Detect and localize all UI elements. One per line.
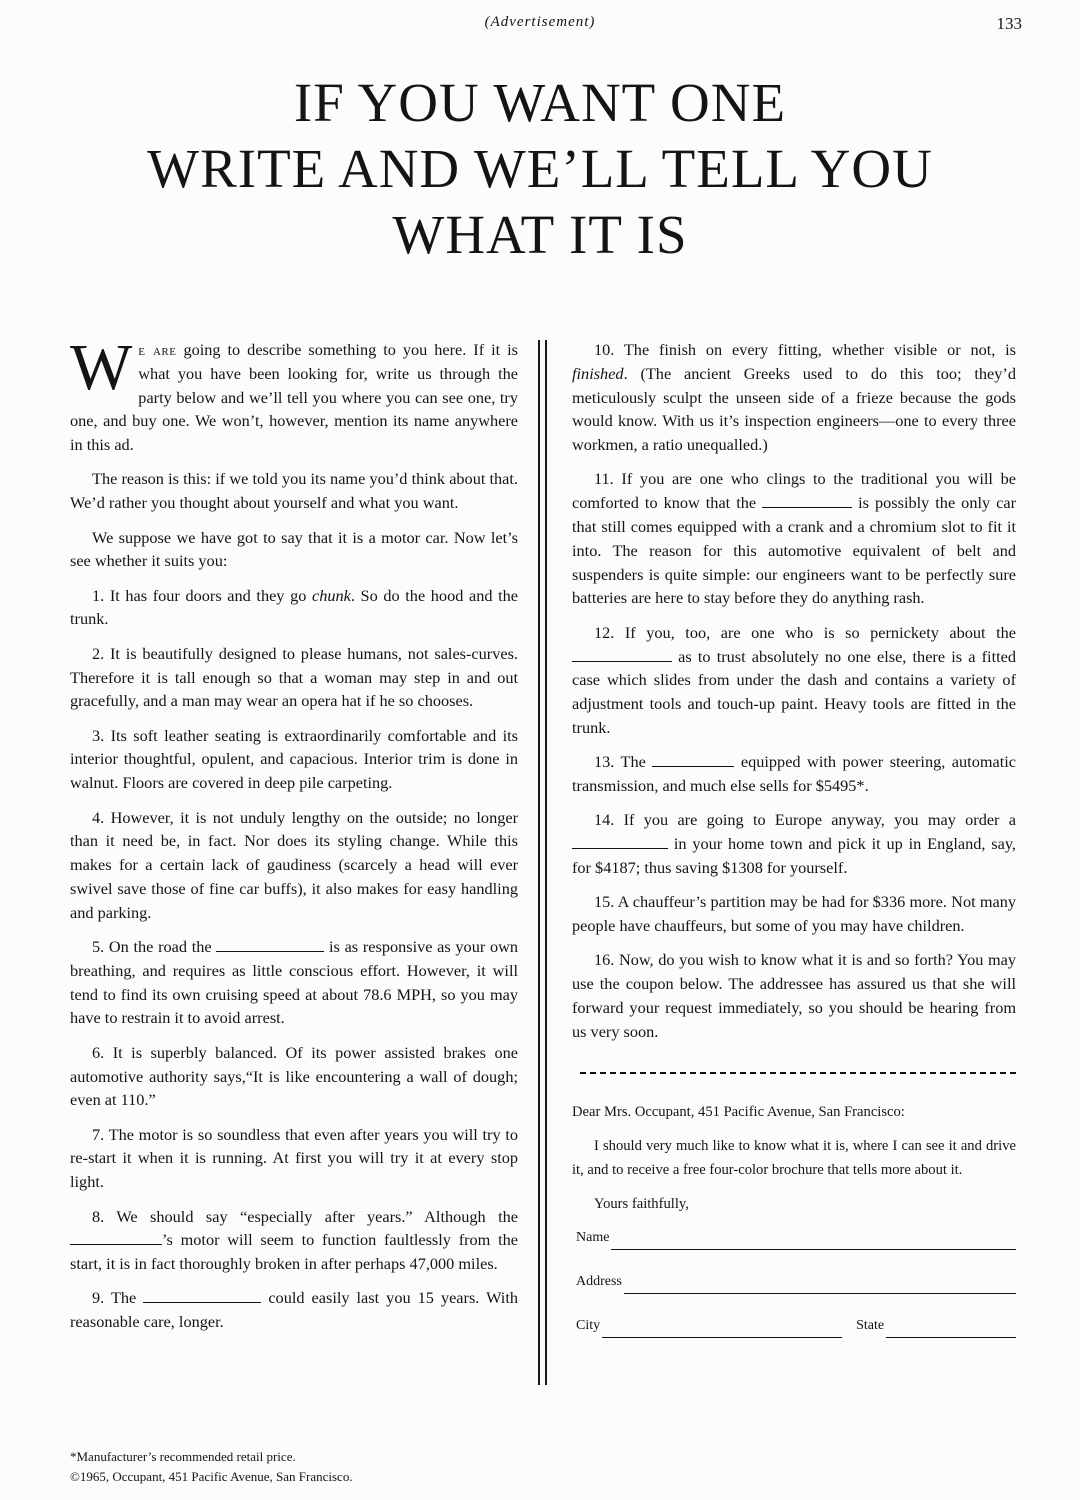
intro-text: going to describe something to you here. If it is what you have been looking for, write us through the party below and we’ll tell you where you can see one, try one, and buy one. We won’t, however, mention its name anywhere in this ad.: [70, 340, 519, 455]
copyright-notice: ©1965, Occupant, 451 Pacific Avenue, San Francisco.: [70, 1469, 353, 1484]
intro-paragraph: [70, 331, 519, 457]
item-11: [572, 467, 1016, 610]
item-8: [70, 1205, 518, 1276]
name-line[interactable]: [611, 1248, 1016, 1250]
advertisement-label: (Advertisement): [484, 14, 596, 30]
item-16: 16. Now, do you wish to know what it is and so forth? You may use the coupon below. The addressee has assured us that she will forward your request immediately, so you should be hearing from us very soon.: [572, 950, 1016, 1041]
coupon-cut-line: [580, 1072, 1016, 1074]
price-footnote: *Manufacturer’s recommended retail price.: [70, 1449, 296, 1464]
address-field[interactable]: [576, 1270, 1016, 1294]
item-13-text-end: equipped with power steering, automatic transmission, and much else sells for $5495*.: [572, 752, 1016, 796]
state-label: State: [856, 1317, 885, 1333]
page-number: 133: [996, 14, 1022, 33]
item-8-text: 8. We should say “especially after years.” Although the: [92, 1206, 518, 1226]
name-blank: [143, 1288, 261, 1304]
coupon-body: I should very much like to know what it is, where I can see it and drive it, and to receive a free four-color brochure that tells more about it.: [572, 1137, 1016, 1178]
name-blank: [70, 1230, 162, 1246]
item-7: 7. The motor is so soundless that even after years you will try to re-start it when it is running. At first you will try it at every stop light.: [70, 1124, 518, 1192]
item-6: 6. It is superbly balanced. Of its power assisted brakes one automotive authority says,“It is like encountering a wall of dough; even at 110.”: [70, 1042, 518, 1110]
item-5: [70, 935, 518, 1030]
item-4: 4. However, it is not unduly lengthy on the outside; no longer than it need be, in fact. Nor does its styling change. While this makes for a certain lack of gaudiness (scarcely a head will ever swivel save those of fine car buffs), it also makes for easy handling and parking.: [70, 807, 518, 922]
left-column: [70, 331, 519, 1344]
item-9-text: 9. The: [92, 1288, 144, 1308]
item-12-text: 12. If you, too, are one who is so pernickety about the: [594, 622, 1016, 642]
item-1-text: 1. It has four doors and they go: [92, 585, 312, 605]
headline-line-1: IF YOU WANT ONE: [293, 72, 787, 133]
item-5-text-end: is as responsive as your own breathing, and requires as little conscious effort. However, it will tend to find its own cruising speed at about 78.6 MPH, so you may have to restrain it to avoid arrest.: [70, 937, 519, 1028]
item-8-text-end: ’s motor will seem to function faultlessly from the start, it is in fact thoroughly broken in after perhaps 47,000 miles.: [70, 1230, 518, 1274]
item-14-text-end: in your home town and pick it up in England, say, for $4187; thus saving $1308 for yourself.: [572, 834, 1016, 877]
item-5-text: 5. On the road the: [92, 937, 217, 957]
item-10-text-end: . (The ancient Greeks used to do this too; they’d meticulously sculpt the unseen side of a frieze because the gods would know. With us it’s inspection engineers—one to every three workmen, a ratio unequalled.): [572, 363, 1016, 455]
address-line[interactable]: [624, 1292, 1016, 1294]
column-divider-left: [538, 340, 540, 1385]
item-14-text: 14. If you are going to Europe anyway, you may order a: [594, 810, 1016, 830]
name-blank: [572, 833, 668, 849]
name-blank: [762, 493, 852, 509]
item-10-emphasis: finished: [572, 363, 624, 383]
item-11-text-end: is possibly the only car that still comes equipped with a crank and a chromium slot to fit it into. The reason for this automotive equivalent of belt and suspenders is quite simple: our engineers want to be perfectly sure batteries are here to stay before they do anything rash.: [572, 493, 1017, 608]
reason-paragraph: The reason is this: if we told you its name you’d think about that. We’d rather you thought about yourself and what you want.: [70, 469, 518, 513]
item-2: 2. It is beautifully designed to please humans, not sales-curves. Therefore it is tall enough so that a woman may step in and out gracefully, and a man may wear an opera hat if he so chooses.: [70, 643, 518, 711]
column-divider-right: [545, 340, 547, 1385]
name-field[interactable]: [576, 1226, 1016, 1250]
item-1: [70, 584, 518, 632]
state-line[interactable]: [886, 1336, 1016, 1338]
coupon: [572, 1100, 1016, 1338]
address-label: Address: [576, 1273, 622, 1289]
item-10: [572, 338, 1016, 457]
item-11-text: 11. If you are one who clings to the traditional you will be comforted to know that the: [572, 469, 1016, 513]
item-12-text-end: as to trust absolutely no one else, there is a fitted case which slides from under the dash and contains a variety of adjustment tools and touch-up paint. Heavy tools are fitted in the trunk.: [572, 646, 1016, 737]
name-blank: [216, 936, 324, 952]
item-15: 15. A chauffeur’s partition may be had for $336 more. Not many people have chauffeurs, but some of you may have children.: [572, 892, 1016, 936]
item-13-text: 13. The: [594, 752, 653, 772]
coupon-salutation: Dear Mrs. Occupant, 451 Pacific Avenue, San Francisco:: [572, 1103, 905, 1120]
item-3: 3. Its soft leather seating is extraordinarily comfortable and its interior thoughtful, opulent, and capacious. Interior trim is done in walnut. Floors are covered in deep pile carpeting.: [70, 725, 518, 793]
city-line[interactable]: [602, 1336, 842, 1338]
footnotes: [70, 1447, 353, 1487]
name-label: Name: [576, 1229, 610, 1245]
item-10-text: 10. The finish on every fitting, whether visible or not, is: [594, 340, 1016, 359]
item-14: [572, 808, 1016, 879]
intro-smallcaps: e are: [138, 340, 177, 359]
coupon-closing: Yours faithfully,: [594, 1195, 689, 1212]
item-12: [572, 621, 1016, 740]
item-9: [70, 1286, 518, 1334]
headline: [40, 70, 1040, 268]
item-1-emphasis: chunk: [311, 585, 351, 605]
right-column: [572, 338, 1016, 1358]
city-state-field[interactable]: [576, 1314, 1016, 1338]
city-label: City: [576, 1317, 601, 1333]
headline-line-3: WHAT IT IS: [392, 204, 688, 265]
item-13: [572, 750, 1016, 798]
headline-line-2: WRITE AND WE’LL TELL YOU: [147, 138, 933, 199]
suppose-paragraph: We suppose we have got to say that it is a motor car. Now let’s see whether it suits you:: [70, 527, 518, 571]
name-blank: [572, 646, 672, 662]
drop-cap: W: [70, 331, 133, 404]
item-1-text-end: . So do the hood and the trunk.: [70, 585, 519, 629]
item-9-text-end: could easily last you 15 years. With reasonable care, longer.: [70, 1288, 518, 1332]
name-blank: [652, 752, 734, 768]
